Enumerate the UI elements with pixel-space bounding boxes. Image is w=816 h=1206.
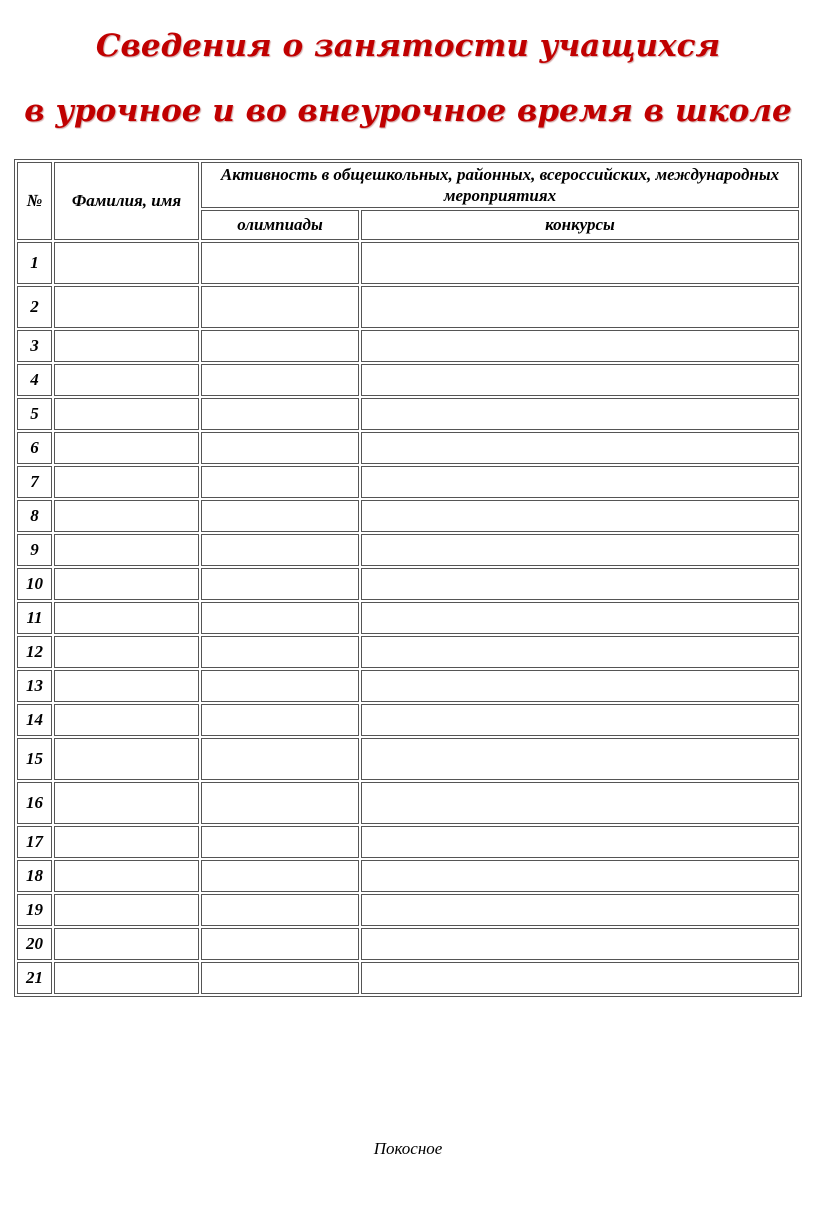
name-cell: [54, 602, 199, 634]
row-number: 11: [17, 602, 52, 634]
contests-cell: [361, 398, 799, 430]
table-body: [17, 242, 799, 994]
row-number: 8: [17, 500, 52, 532]
name-cell: [54, 738, 199, 780]
row-number: 13: [17, 670, 52, 702]
contests-cell: [361, 330, 799, 362]
olympiads-cell: [201, 782, 359, 824]
olympiads-cell: [201, 738, 359, 780]
olympiads-cell: [201, 636, 359, 668]
row-number: 6: [17, 432, 52, 464]
name-cell: [54, 928, 199, 960]
row-number: 17: [17, 826, 52, 858]
contests-cell: [361, 704, 799, 736]
olympiads-cell: [201, 432, 359, 464]
contests-cell: [361, 602, 799, 634]
table-row: [17, 568, 799, 600]
row-number: 18: [17, 860, 52, 892]
olympiads-cell: [201, 704, 359, 736]
olympiads-cell: [201, 826, 359, 858]
name-cell: [54, 894, 199, 926]
name-cell: [54, 398, 199, 430]
olympiads-cell: [201, 286, 359, 328]
table-row: [17, 782, 799, 824]
table-row: [17, 432, 799, 464]
table-row: [17, 398, 799, 430]
contests-cell: [361, 782, 799, 824]
name-cell: [54, 466, 199, 498]
row-number: 19: [17, 894, 52, 926]
row-number: 12: [17, 636, 52, 668]
row-number: 9: [17, 534, 52, 566]
olympiads-cell: [201, 466, 359, 498]
olympiads-cell: [201, 670, 359, 702]
table-row: [17, 928, 799, 960]
contests-cell: [361, 738, 799, 780]
header-name: Фамилия, имя: [54, 162, 199, 240]
activity-table: [14, 159, 802, 997]
header-contests: конкурсы: [361, 210, 799, 240]
name-cell: [54, 286, 199, 328]
name-cell: [54, 500, 199, 532]
contests-cell: [361, 242, 799, 284]
olympiads-cell: [201, 860, 359, 892]
contests-cell: [361, 928, 799, 960]
table-row: [17, 500, 799, 532]
row-number: 14: [17, 704, 52, 736]
name-cell: [54, 636, 199, 668]
contests-cell: [361, 364, 799, 396]
contests-cell: [361, 500, 799, 532]
olympiads-cell: [201, 962, 359, 994]
row-number: 16: [17, 782, 52, 824]
table-row: [17, 894, 799, 926]
olympiads-cell: [201, 568, 359, 600]
name-cell: [54, 534, 199, 566]
olympiads-cell: [201, 534, 359, 566]
row-number: 15: [17, 738, 52, 780]
contests-cell: [361, 826, 799, 858]
contests-cell: [361, 636, 799, 668]
table-row: [17, 286, 799, 328]
row-number: 2: [17, 286, 52, 328]
page-title-line-1: Сведения о занятости учащихся: [95, 28, 721, 64]
table-row: [17, 466, 799, 498]
table-row: [17, 738, 799, 780]
contests-cell: [361, 286, 799, 328]
table-row: [17, 242, 799, 284]
contests-cell: [361, 860, 799, 892]
contests-cell: [361, 568, 799, 600]
table-row: [17, 364, 799, 396]
header-olympiads: олимпиады: [201, 210, 359, 240]
name-cell: [54, 860, 199, 892]
contests-cell: [361, 432, 799, 464]
name-cell: [54, 242, 199, 284]
row-number: 1: [17, 242, 52, 284]
name-cell: [54, 782, 199, 824]
contests-cell: [361, 466, 799, 498]
name-cell: [54, 704, 199, 736]
table-row: [17, 636, 799, 668]
table-row: [17, 330, 799, 362]
olympiads-cell: [201, 242, 359, 284]
footer-place-name: Покосное: [373, 1139, 443, 1158]
olympiads-cell: [201, 894, 359, 926]
header-activity: Активность в общешкольных, районных, всероссийских, международных мероприятиях: [201, 162, 799, 208]
row-number: 5: [17, 398, 52, 430]
table-row: [17, 962, 799, 994]
olympiads-cell: [201, 602, 359, 634]
name-cell: [54, 826, 199, 858]
row-number: 21: [17, 962, 52, 994]
name-cell: [54, 432, 199, 464]
olympiads-cell: [201, 928, 359, 960]
row-number: 7: [17, 466, 52, 498]
name-cell: [54, 364, 199, 396]
table-row: [17, 670, 799, 702]
row-number: 4: [17, 364, 52, 396]
name-cell: [54, 670, 199, 702]
table-row: [17, 826, 799, 858]
olympiads-cell: [201, 364, 359, 396]
contests-cell: [361, 962, 799, 994]
table-row: [17, 860, 799, 892]
olympiads-cell: [201, 398, 359, 430]
contests-cell: [361, 894, 799, 926]
page-title-line-2: в урочное и во внеурочное время в школе: [24, 93, 792, 129]
row-number: 3: [17, 330, 52, 362]
name-cell: [54, 330, 199, 362]
olympiads-cell: [201, 500, 359, 532]
olympiads-cell: [201, 330, 359, 362]
contests-cell: [361, 670, 799, 702]
header-number: №: [17, 162, 52, 240]
row-number: 10: [17, 568, 52, 600]
table-row: [17, 704, 799, 736]
name-cell: [54, 962, 199, 994]
table-row: [17, 602, 799, 634]
contests-cell: [361, 534, 799, 566]
table-row: [17, 534, 799, 566]
row-number: 20: [17, 928, 52, 960]
name-cell: [54, 568, 199, 600]
